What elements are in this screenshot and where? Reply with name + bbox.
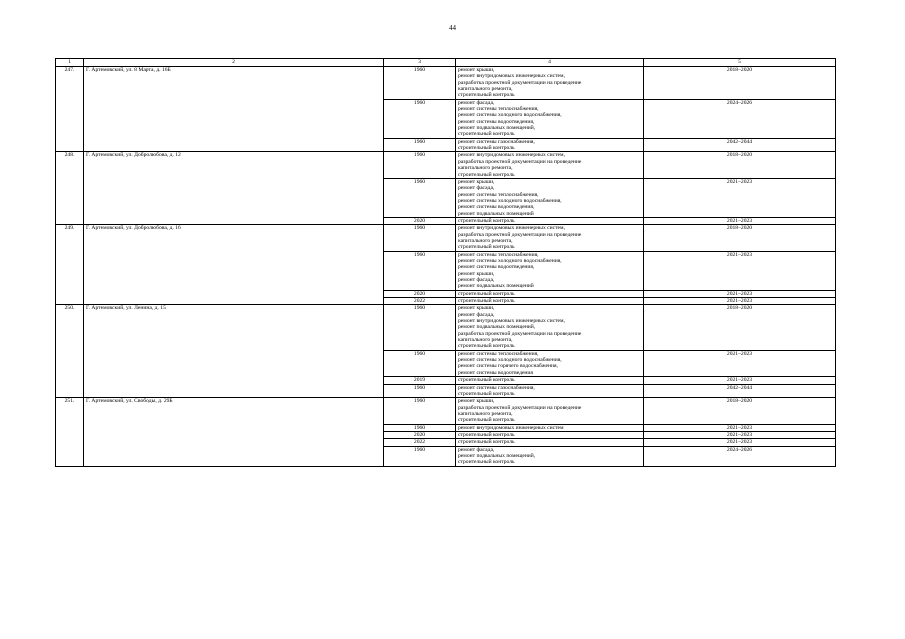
- work-item: ремонт крыши,: [458, 178, 495, 185]
- period-cell: 2018–2020: [644, 225, 836, 251]
- year-cell: 1960: [384, 67, 456, 100]
- year-cell: 1960: [384, 305, 456, 350]
- work-item: строительный контроль: [458, 459, 515, 466]
- works-cell: [456, 178, 644, 217]
- work-item: ремонт системы водоотведения,: [458, 264, 535, 271]
- work-item: строительный контроль: [458, 244, 515, 251]
- work-item: ремонт системы водоотведения,: [458, 118, 535, 125]
- work-item: ремонт внутридомовых инженерных систем,: [458, 225, 565, 232]
- table-row: [56, 225, 836, 251]
- work-item: капитального ремонта,: [458, 410, 513, 417]
- year-cell: 2020: [384, 217, 456, 224]
- year-cell: 1960: [384, 152, 456, 178]
- work-item: ремонт системы горячего водоснабжения,: [458, 363, 558, 370]
- column-number-header: 5: [644, 59, 836, 67]
- object-number: 248.: [56, 152, 84, 225]
- column-number-row: [56, 59, 836, 67]
- year-cell: 2019: [384, 377, 456, 384]
- period-cell: 2021–2023: [644, 431, 836, 438]
- work-item: строительный контроль: [458, 171, 515, 178]
- work-item: ремонт системы водоотведения,: [458, 204, 535, 211]
- works-cell: [456, 398, 644, 424]
- work-item: строительный контроль: [458, 390, 515, 397]
- work-item: ремонт системы теплоснабжения,: [458, 251, 539, 258]
- work-item: ремонт системы теплоснабжения,: [458, 191, 539, 198]
- period-cell: 2018–2020: [644, 398, 836, 424]
- works-cell: [456, 446, 644, 466]
- column-number-header: 1: [56, 59, 84, 67]
- table-row: [56, 152, 836, 178]
- period-cell: 2018–2020: [644, 305, 836, 350]
- period-cell: 2024–2026: [644, 99, 836, 138]
- work-item: строительный контроль: [458, 92, 515, 99]
- period-cell: 2021–2023: [644, 178, 836, 217]
- work-item: ремонт внутридомовых инженерных систем: [458, 424, 564, 431]
- work-item: капитального ремонта,: [458, 337, 513, 344]
- work-item: строительный контроль: [458, 377, 515, 384]
- work-item: ремонт подвальных помещений: [458, 210, 534, 217]
- work-item: ремонт фасада,: [458, 446, 495, 453]
- year-cell: 2020: [384, 431, 456, 438]
- works-cell: [456, 424, 644, 431]
- object-address: Г. Артемовский, ул. Добролюбова, д. 16: [84, 225, 384, 305]
- year-cell: 1960: [384, 138, 456, 152]
- period-cell: 2021–2023: [644, 350, 836, 376]
- work-item: ремонт подвальных помещений,: [458, 324, 536, 331]
- works-cell: [456, 99, 644, 138]
- period-cell: 2042–2044: [644, 138, 836, 152]
- period-cell: 2024–2026: [644, 446, 836, 466]
- table-row: [56, 67, 836, 100]
- work-item: строительный контроль: [458, 298, 515, 305]
- works-cell: [456, 67, 644, 100]
- work-item: разработка проектной документации на проведение: [458, 231, 582, 238]
- object-address: Г. Артемовский, ул. Свободы, д. 29Б: [84, 398, 384, 466]
- work-item: ремонт системы холодного водоснабжения,: [458, 112, 562, 119]
- work-item: строительный контроль: [458, 343, 515, 350]
- period-cell: 2018–2020: [644, 67, 836, 100]
- column-number-header: 3: [384, 59, 456, 67]
- work-item: ремонт фасада,: [458, 277, 495, 283]
- work-item: капитального ремонта,: [458, 86, 513, 93]
- object-number: 247.: [56, 67, 84, 152]
- year-cell: 1960: [384, 99, 456, 138]
- object-number: 249.: [56, 225, 84, 305]
- object-number: 250.: [56, 305, 84, 398]
- period-cell: 2021–2023: [644, 290, 836, 297]
- work-item: строительный контроль: [458, 131, 515, 138]
- work-item: ремонт внутридомовых инженерных систем,: [458, 73, 565, 80]
- work-item: строительный контроль: [458, 431, 515, 438]
- works-cell: [456, 305, 644, 350]
- work-item: разработка проектной документации на проведение: [458, 330, 582, 337]
- year-cell: 1960: [384, 178, 456, 217]
- year-cell: 1960: [384, 446, 456, 466]
- repair-schedule-table: [55, 58, 836, 467]
- works-cell: [456, 431, 644, 438]
- works-cell: [456, 350, 644, 376]
- work-item: ремонт системы холодного водоснабжения,: [458, 357, 562, 364]
- work-item: ремонт крыши,: [458, 398, 495, 405]
- table-body: [56, 67, 836, 467]
- work-item: ремонт фасада,: [458, 185, 495, 192]
- year-cell: 1960: [384, 398, 456, 424]
- year-cell: 1960: [384, 225, 456, 251]
- period-cell: 2021–2023: [644, 424, 836, 431]
- works-cell: [456, 138, 644, 152]
- work-item: ремонт фасада,: [458, 311, 495, 318]
- object-address: Г. Артемовский, ул. 8 Марта, д. 16Б: [84, 67, 384, 152]
- period-cell: 2042–2044: [644, 384, 836, 398]
- works-cell: [456, 152, 644, 178]
- work-item: ремонт внутридомовых инженерных систем,: [458, 152, 565, 159]
- work-item: ремонт крыши,: [458, 270, 495, 277]
- work-item: ремонт подвальных помещений: [458, 283, 534, 290]
- column-number-header: 4: [456, 59, 644, 67]
- work-item: ремонт крыши,: [458, 305, 495, 312]
- works-cell: [456, 298, 644, 305]
- year-cell: 1960: [384, 384, 456, 398]
- work-item: строительный контроль: [458, 417, 515, 424]
- period-cell: 2018–2020: [644, 152, 836, 178]
- period-cell: 2021–2023: [644, 377, 836, 384]
- year-cell: 2022: [384, 439, 456, 446]
- work-item: ремонт подвальных помещений,: [458, 125, 536, 132]
- object-address: Г. Артемовский, ул. Добролюбова, д. 12: [84, 152, 384, 225]
- works-cell: [456, 290, 644, 297]
- year-cell: 1960: [384, 424, 456, 431]
- work-item: капитального ремонта,: [458, 237, 513, 244]
- work-item: ремонт фасада,: [458, 99, 495, 106]
- work-item: ремонт системы водоотведения: [458, 369, 533, 376]
- object-address: Г. Артемовский, ул. Ленина, д. 15: [84, 305, 384, 398]
- year-cell: 1960: [384, 251, 456, 290]
- period-cell: 2021–2023: [644, 439, 836, 446]
- period-cell: 2021–2023: [644, 251, 836, 290]
- works-cell: [456, 377, 644, 384]
- works-cell: [456, 439, 644, 446]
- year-cell: 2022: [384, 298, 456, 305]
- work-item: ремонт системы газоснабжения,: [458, 138, 535, 145]
- works-cell: [456, 251, 644, 290]
- table-row: [56, 398, 836, 424]
- work-item: ремонт системы газоснабжения,: [458, 384, 535, 391]
- work-item: ремонт системы холодного водоснабжения,: [458, 257, 562, 264]
- object-number: 251.: [56, 398, 84, 466]
- year-cell: 1960: [384, 350, 456, 376]
- column-number-header: 2: [84, 59, 384, 67]
- work-item: ремонт крыши,: [458, 67, 495, 73]
- works-cell: [456, 384, 644, 398]
- works-cell: [456, 217, 644, 224]
- work-item: строительный контроль: [458, 290, 515, 297]
- year-cell: 2020: [384, 290, 456, 297]
- work-item: капитального ремонта,: [458, 165, 513, 172]
- works-cell: [456, 225, 644, 251]
- table-row: [56, 305, 836, 350]
- work-item: ремонт системы теплоснабжения,: [458, 106, 539, 113]
- work-item: строительный контроль: [458, 439, 515, 446]
- work-item: ремонт внутридомовых инженерных систем,: [458, 318, 565, 325]
- work-item: разработка проектной документации на проведение: [458, 158, 582, 165]
- work-item: ремонт подвальных помещений,: [458, 452, 536, 459]
- page-number: 44: [449, 24, 456, 32]
- period-cell: 2021–2023: [644, 217, 836, 224]
- work-item: ремонт системы теплоснабжения,: [458, 350, 539, 357]
- work-item: ремонт системы холодного водоснабжения,: [458, 197, 562, 204]
- work-item: строительный контроль: [458, 145, 515, 152]
- work-item: разработка проектной документации на проведение: [458, 79, 582, 86]
- work-item: строительный контроль: [458, 217, 515, 224]
- period-cell: 2021–2023: [644, 298, 836, 305]
- work-item: разработка проектной документации на проведение: [458, 404, 582, 411]
